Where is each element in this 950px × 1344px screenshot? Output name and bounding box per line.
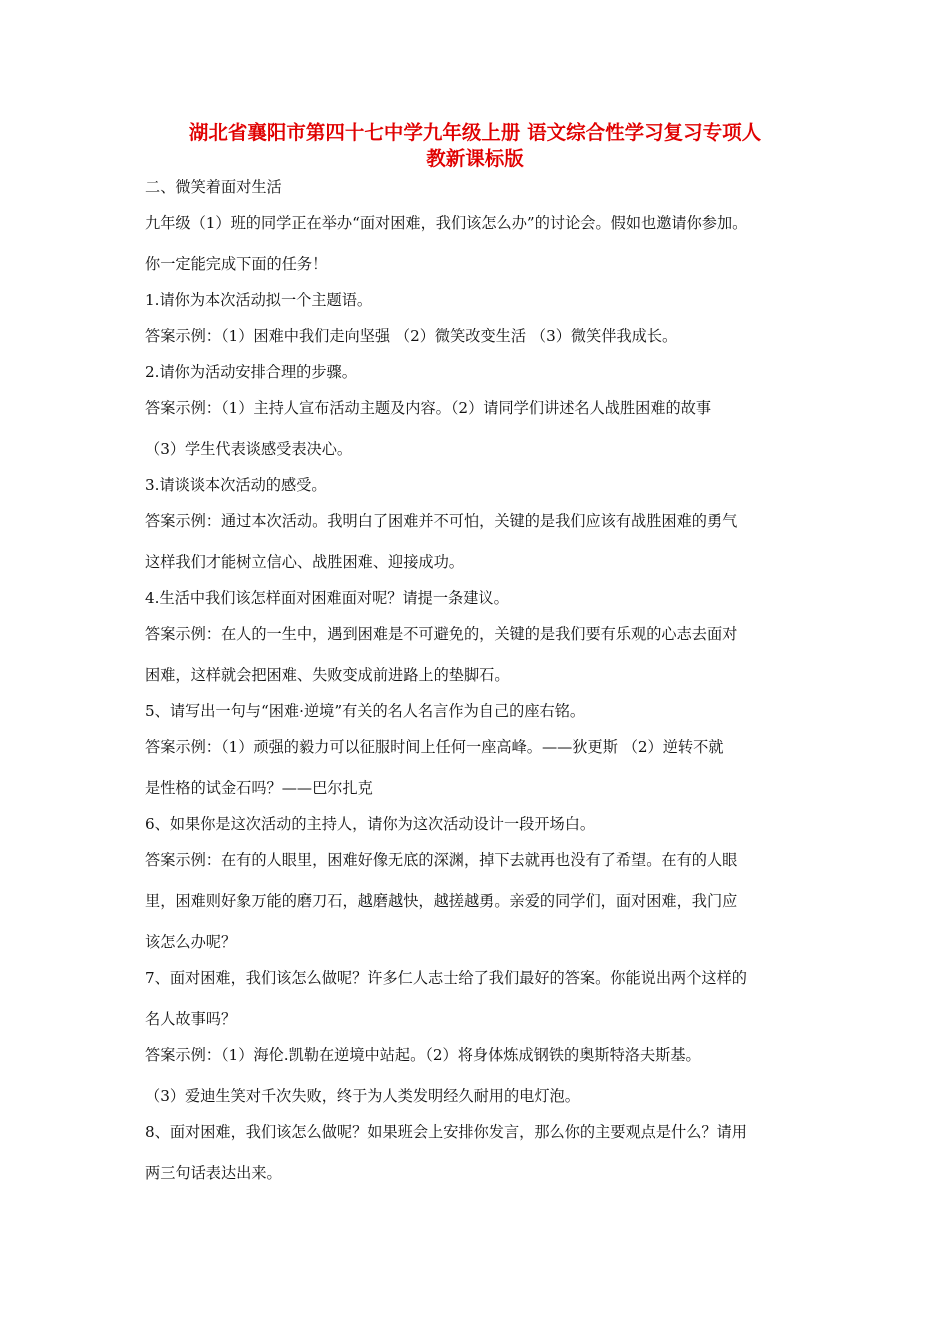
question-7-line-1: 7、面对困难，我们该怎么做呢？许多仁人志士给了我们最好的答案。你能说出两个这样的	[145, 969, 747, 987]
question-8-line-1: 8、面对困难，我们该怎么做呢？如果班会上安排你发言，那么你的主要观点是什么？请用	[145, 1123, 747, 1141]
question-6: 6、如果你是这次活动的主持人，请你为这次活动设计一段开场白。	[145, 815, 596, 833]
document-title	[120, 120, 830, 172]
intro-line-2: 你一定能完成下面的任务！	[145, 255, 328, 273]
answer-7-line-1: 答案示例：（1）海伦.凯勒在逆境中站起。（2）将身体炼成钢铁的奥斯特洛夫斯基。	[145, 1046, 701, 1064]
answer-3-line-2: 这样我们才能树立信心、战胜困难、迎接成功。	[145, 553, 464, 571]
answer-7-line-2: （3）爱迪生笑对千次失败，终于为人类发明经久耐用的电灯泡。	[145, 1087, 580, 1105]
section-heading: 二、微笑着面对生活	[145, 178, 282, 196]
answer-6-line-2: 里，困难则好象万能的磨刀石，越磨越快，越搓越勇。亲爱的同学们，面对困难，我门应	[145, 892, 738, 910]
answer-4-line-2: 困难，这样就会把困难、失败变成前进路上的垫脚石。	[145, 666, 510, 684]
answer-3-line-1: 答案示例：通过本次活动。我明白了困难并不可怕，关键的是我们应该有战胜困难的勇气	[145, 512, 738, 530]
answer-2-line-2: （3）学生代表谈感受表决心。	[145, 440, 353, 458]
question-2: 2.请你为活动安排合理的步骤。	[145, 363, 357, 381]
question-5: 5、请写出一句与“困难·逆境”有关的名人名言作为自己的座右铭。	[145, 702, 586, 720]
answer-1: 答案示例：（1）困难中我们走向坚强 （2）微笑改变生活 （3）微笑伴我成长。	[145, 327, 678, 345]
answer-2-line-1: 答案示例：（1）主持人宣布活动主题及内容。（2）请同学们讲述名人战胜困难的故事	[145, 399, 712, 417]
question-3: 3.请谈谈本次活动的感受。	[145, 476, 327, 494]
answer-4-line-1: 答案示例：在人的一生中，遇到困难是不可避免的，关键的是我们要有乐观的心志去面对	[145, 625, 738, 643]
title-line-1: 湖北省襄阳市第四十七中学九年级上册 语文综合性学习复习专项人	[188, 121, 762, 144]
answer-5-line-1: 答案示例：（1）顽强的毅力可以征服时间上任何一座高峰。——狄更斯 （2）逆转不就	[145, 738, 724, 756]
title-line-2: 教新课标版	[426, 147, 524, 170]
question-7-line-2: 名人故事吗？	[145, 1010, 237, 1028]
answer-6-line-3: 该怎么办呢？	[145, 933, 237, 951]
answer-5-line-2: 是性格的试金石吗？——巴尔扎克	[145, 779, 373, 797]
intro-line-1: 九年级（1）班的同学正在举办“面对困难，我们该怎么办”的讨论会。假如也邀请你参加。	[145, 214, 748, 232]
answer-6-line-1: 答案示例：在有的人眼里，困难好像无底的深渊，掉下去就再也没有了希望。在有的人眼	[145, 851, 738, 869]
question-1: 1.请你为本次活动拟一个主题语。	[145, 291, 373, 309]
question-8-line-2: 两三句话表达出来。	[145, 1164, 282, 1182]
question-4: 4.生活中我们该怎样面对困难面对呢？请提一条建议。	[145, 589, 509, 607]
